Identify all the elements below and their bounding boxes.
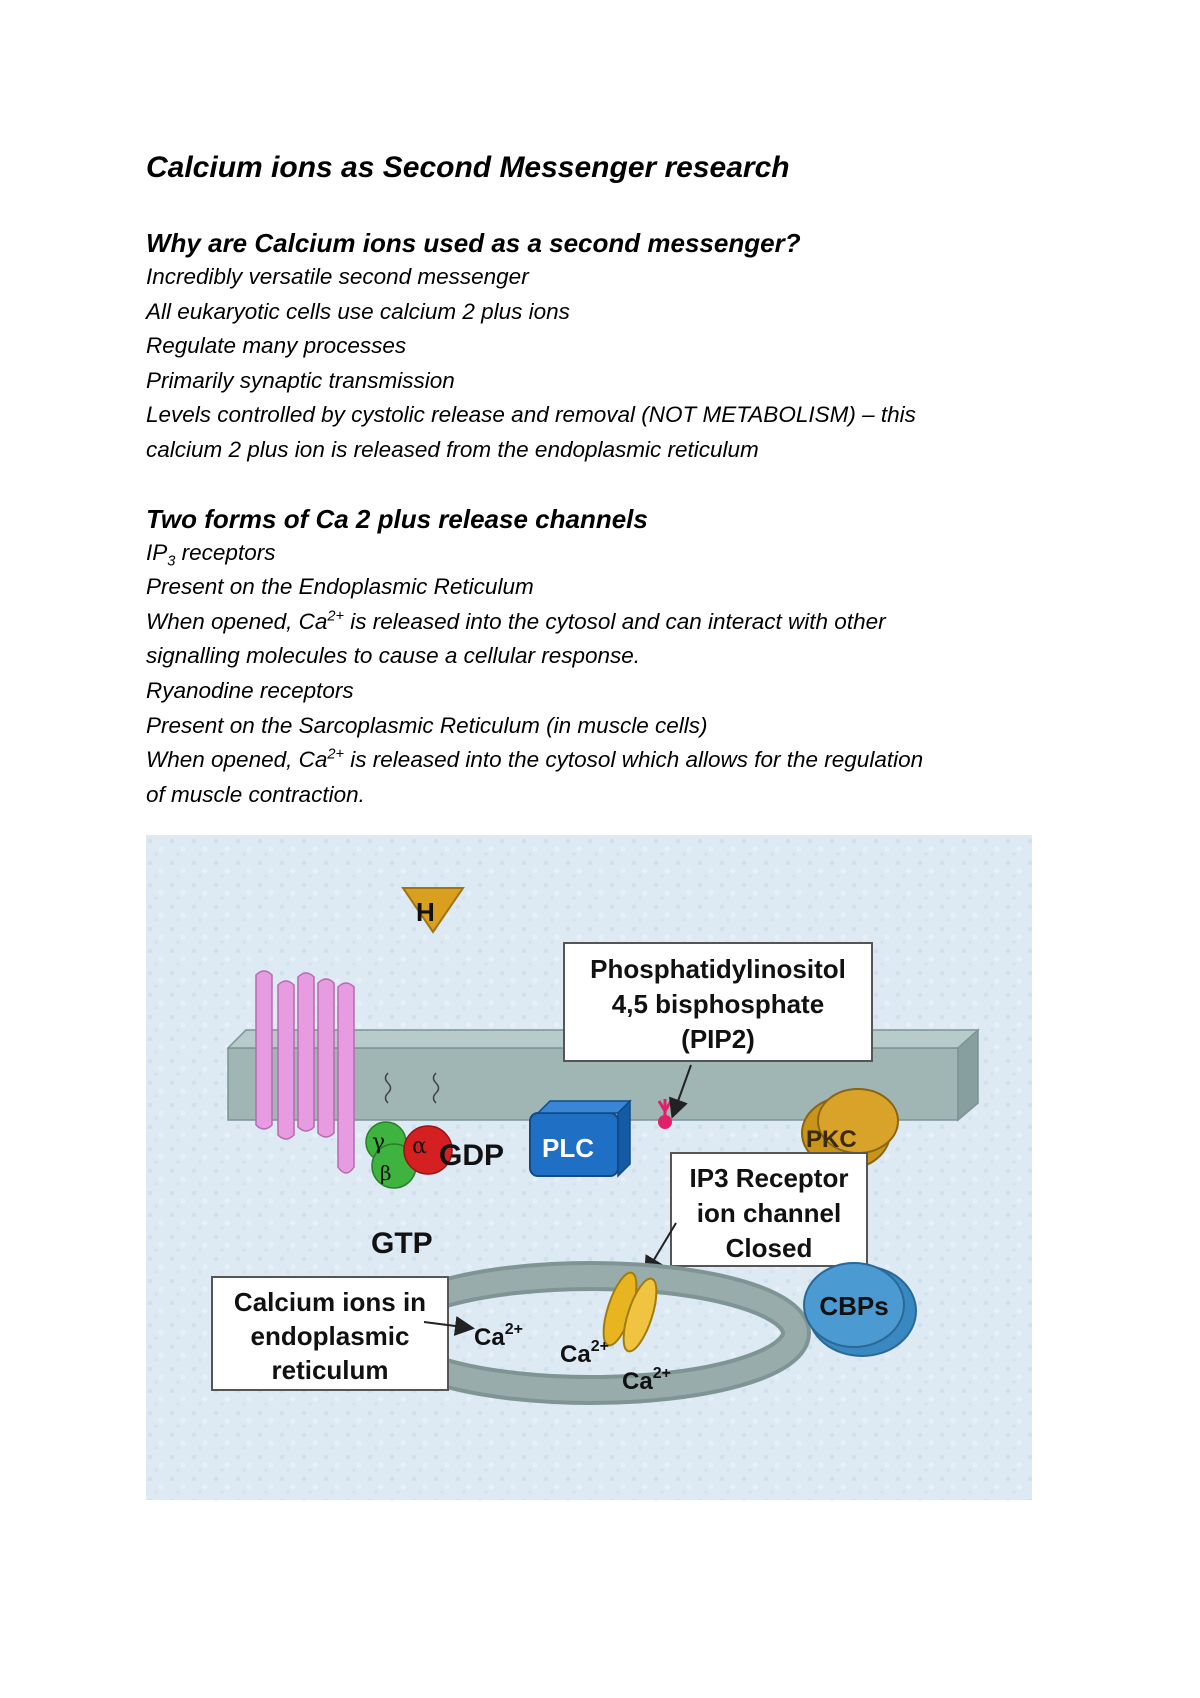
- svg-text:reticulum: reticulum: [271, 1355, 389, 1385]
- section-why-calcium: [146, 226, 1086, 468]
- section-heading: Two forms of Ca 2 plus release channels: [146, 503, 648, 534]
- text-line: of muscle contraction.: [146, 781, 365, 807]
- text-line: Regulate many processes: [146, 333, 407, 359]
- section-release-channels: [146, 502, 1086, 813]
- text-line: When opened, $Ca^{2+}$ is released into the cytosol which allows for the regulation: [146, 746, 924, 773]
- plc-enzyme-icon: [530, 1101, 630, 1176]
- ip3-receptor-label-box: [671, 1153, 867, 1266]
- plc-label: PLC: [542, 1133, 594, 1163]
- gdp-label: GDP: [439, 1139, 505, 1172]
- calcium-ion-label: $Ca^{2+}$: [560, 1338, 609, 1368]
- text-line: Present on the Sarcoplasmic Reticulum (in muscle cells): [146, 712, 708, 738]
- svg-text:α: α: [412, 1134, 427, 1159]
- calcium-label-box: [212, 1277, 448, 1390]
- svg-text:γ: γ: [372, 1130, 386, 1155]
- gtp-label: GTP: [371, 1227, 433, 1260]
- text-line: Levels controlled by cystolic release and removal (NOT METABOLISM) – this: [146, 402, 916, 428]
- svg-text:IP3 Receptor: IP3 Receptor: [689, 1163, 849, 1193]
- page-title: Calcium ions as Second Messenger research: [146, 151, 790, 184]
- svg-text:ion channel: ion channel: [696, 1198, 842, 1228]
- text-line: When opened, $Ca^{2+}$ is released into the cytosol and can interact with other: [146, 608, 886, 634]
- svg-text:Closed: Closed: [725, 1233, 813, 1263]
- calcium-ion-label: $Ca^{2+}$: [474, 1321, 523, 1351]
- text-line: Incredibly versatile second messenger: [146, 264, 529, 289]
- hormone-label: H: [416, 897, 435, 927]
- pip2-label-box: [564, 943, 872, 1061]
- text-line: Present on the Endoplasmic Reticulum: [146, 574, 534, 600]
- text-line: calcium 2 plus ion is released from the endoplasmic reticulum: [146, 436, 759, 462]
- calcium-ion-label: $Ca^{2+}$: [622, 1365, 671, 1395]
- cbps-label: CBPs: [819, 1291, 889, 1321]
- text-line: Primarily synaptic transmission: [146, 367, 455, 393]
- text-line: Ryanodine receptors: [146, 677, 354, 703]
- svg-text:4,5 bisphosphate: 4,5 bisphosphate: [611, 989, 825, 1019]
- document-body: [146, 150, 1086, 846]
- svg-text:Calcium ions in: Calcium ions in: [233, 1287, 427, 1317]
- signaling-diagram: [146, 835, 1032, 1500]
- section-heading: Why are Calcium ions used as a second messenger?: [146, 228, 801, 258]
- svg-text:(PIP2): (PIP2): [681, 1024, 755, 1054]
- pkc-label: PKC: [806, 1126, 857, 1153]
- text-line: All eukaryotic cells use calcium 2 plus ions: [146, 298, 570, 324]
- text-line: signalling molecules to cause a cellular response.: [146, 643, 641, 669]
- svg-text:endoplasmic: endoplasmic: [250, 1321, 410, 1351]
- svg-text:Phosphatidylinositol: Phosphatidylinositol: [590, 954, 846, 984]
- text-line: $IP_3$ receptors: [146, 539, 276, 570]
- svg-text:β: β: [380, 1161, 392, 1185]
